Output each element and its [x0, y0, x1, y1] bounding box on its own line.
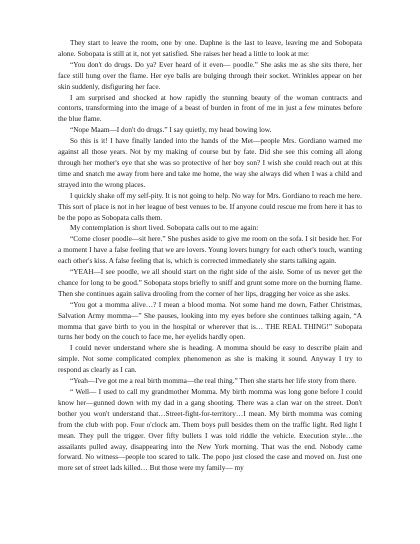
paragraph-4: “Nope Maam—I don't do drugs.” I say quietly, my head bowing low. [70, 125, 272, 135]
paragraph-8: “Come closer poodle—sit here.” She pushes aside to give me room on the sofa. I sit beside her. For a moment I have a false feeling that we are lovers. Young lovers hungry for each other's touch, wanting each other's kiss. A false feeling that is, which is corrected immediately she starts talking again. [58, 234, 362, 266]
paragraph-12: “Yeah—I've got me a real birth momma—the real thing.” Then she starts her life story from there. [70, 376, 357, 386]
paragraph-3: I am surprised and shocked at how rapidly the stunning beauty of the woman contracts and contorts, transforming into the image of a beast of burden in front of me in just a few minutes before the blue flame. [58, 92, 362, 124]
paragraph-5: So this is it! I have finally landed into the hands of the Met—people Mrs. Gordiano warned me against all those years. Not by my making of course but by fate. Did she see this coming all along through her mother's eye that she was so protective of her boy son? I wish she could reach out at this time and snatch me away from here and take me home, the way she always did when I was a child and strayed into the wrong places. [58, 136, 362, 189]
paragraph-11: I could never understand where she is heading. A momma should be easy to describe plain and simple. Not some complicated complex phenomenon as she is making it sound. Anyway I try to respond as clearly as I can. [58, 343, 362, 375]
paragraph-1: They start to leave the room, one by one. Daphne is the last to leave, leaving me and Sobopata alone. Sobopata is still at it, not yet satisfied. She raises her head a little to look at me: [58, 38, 362, 58]
paragraph-13: “ Well— I used to call my grandmother Momma. My birth momma was long gone before I could know her—gunned down with my dad in a gang shooting. There was a clan war on the street. Don't bother you won't understand that…Street-fight-for-territory…I mean. My birth momma was coming from the club with pop. Four o'clock am. Them boys pull besides them on the traffic light. Red light I mean. They pull the trigger. Over fifty bullets I was told riddle the vehicle. Execution style…the assailants pulled away, disappearing into the New York morning. That was the end. Nobody came forward. No witness—people too scared to talk. The popo just closed the case and moved on. Just one more set of street lads killed… But those were my family— my [58, 387, 362, 473]
paragraph-7: My contemplation is short lived. Sobopata calls out to me again: [70, 223, 259, 233]
paragraph-10: “You got a momma alive…? I mean a blood moma. Not some hand me down, Father Christmas, Salvation Army momma—” She pauses, looking into my eyes before she continues talking again, “A momma that gave birth to you in the hospital or wherever that is… THE REAL THING!” Sobopata turns her body on the couch to face me, her eyelids hardly open. [58, 299, 362, 342]
paragraph-9: “YEAH—I see poodle, we all should start on the right side of the aisle. Some of us never get the chance for long to be good.” Sobopata stops briefly to sniff and grunt some more on the burning flame. Then she continues again saliva drooling from the corner of her lips, dragging her voice as she asks. [58, 267, 362, 298]
paragraph-2: “You don't do drugs. Do ya? Ever heard of it even— poodle.” She asks me as she sits there, her face still hung over the flame. Her eye balls are bulging through their socket. Wrinkles appear on her skin suddenly, disfiguring her face. [58, 59, 362, 91]
paragraph-6: I quickly shake off my self-pity. It is not going to help. No way for Mrs. Gordiano to reach me here. This sort of place is not in her league of best venues to be. If anyone could rescue me from here it has to be the popo as Sobopata calls them. [58, 190, 362, 222]
